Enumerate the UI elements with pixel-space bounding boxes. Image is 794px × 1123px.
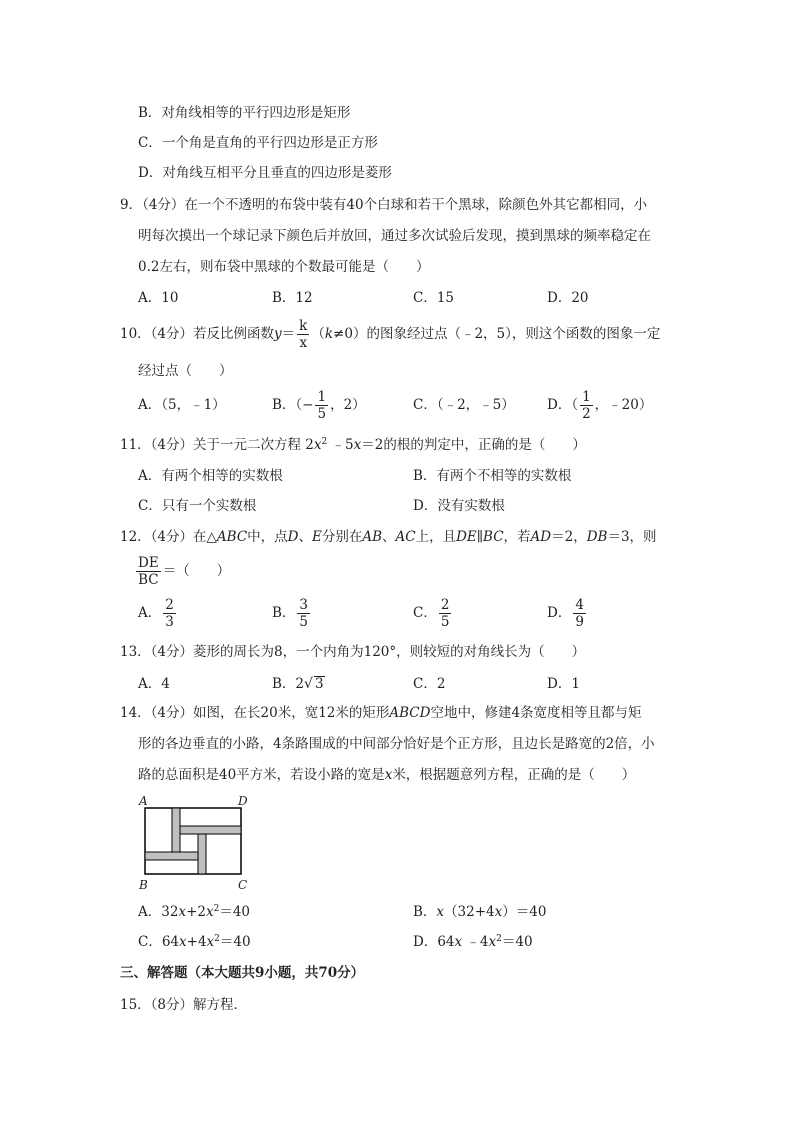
q10-d-post: ，﹣20） [594,397,653,414]
q14-a-x2: x [205,904,214,920]
figure-road-top-horizontal [180,826,241,834]
q12-p2: 中，点 [247,529,288,545]
q12-fraction [136,556,161,587]
q10-option-b [272,390,366,421]
q12-ab: AB [362,529,383,545]
q13-option-a: A．4 [138,676,170,692]
q9-option-a: A．10 [138,290,179,306]
q10-frac-num: k [299,318,308,334]
q14-a-post: ＝40 [219,904,251,920]
q12-p6: 上，且 [415,529,457,545]
q14-d-mid: ﹣4 [462,934,489,950]
radical-sign-icon: √ [304,676,313,692]
q12-b-label: B． [272,605,296,622]
q14-l3-b: 米，根据题意列方程，正确的是（ ） [392,767,636,783]
q14-b-pre: B． [413,904,437,920]
q14-d-pre: D．64 [413,934,455,950]
q14-d-post: ＝40 [501,934,533,950]
q10-b-num: 1 [317,389,327,405]
q10-b-post: ，2） [330,397,366,414]
q12-b-fraction [297,598,310,629]
q14-d-x2: x [488,934,497,950]
q9-stem-line3: 0.2左右，则布袋中黑球的个数最可能是（ ） [138,259,430,275]
q12-ac: AC [395,529,416,545]
q14-stem-line2: 形的各边垂直的小路，4条路围成的中间部分恰好是个正方形，且边长是路宽的2倍，小 [138,736,655,752]
q12-db: DB [586,529,608,545]
q12-d-fraction [573,598,586,629]
q14-option-a [138,906,250,920]
q14-stem-line1 [120,707,642,721]
q11-option-b: B．有两个不相等的实数根 [413,468,572,484]
q14-d-exp: 2 [496,934,502,944]
q14-d-x: x [454,934,463,950]
q12-frac-num: DE [138,555,159,571]
q12-option-a [138,598,178,629]
q12-stem-line1 [120,531,657,545]
q12-option-c [413,598,453,629]
q12-c-den: 5 [440,614,450,631]
q13-option-b [272,676,325,692]
q12-b-den: 5 [299,614,309,631]
q10-option-c: C．（﹣2，﹣5） [413,397,515,413]
figure-road-bottom-horizontal [145,852,206,860]
q10-d-pre: D．（ [547,397,579,414]
q14-stem-line3 [138,769,635,783]
q8-option-c: C．一个角是直角的平行四边形是正方形 [138,135,378,151]
q12-a-fraction [163,598,176,629]
q10-b-sign: − [302,397,314,414]
q13-option-c: C．2 [413,676,446,692]
q14-l3-a: 路的总面积是40平方米，若设小路的宽是 [138,767,385,783]
q9-stem-line2: 明每次摸出一个球记录下颜色后并放回，通过多次试验后发现，摸到黑球的频率稳定在 [138,228,651,244]
q9-stem-line1: 9．（4分）在一个不透明的布袋中装有40个白球和若干个黑球，除颜色外其它都相同，小 [120,197,648,213]
q14-c-pre: C．64 [138,934,180,950]
q12-frac-den: BC [138,572,159,589]
q10-frac-den: x [299,335,308,352]
q10-eq: ＝ [281,326,296,343]
q14-a-x: x [178,904,187,920]
q12-a-label: A． [138,605,162,622]
q11-option-c: C．只有一个实数根 [138,498,257,514]
q10-fraction [297,319,309,350]
q12-option-b [272,598,312,629]
q14-c-exp: 2 [214,934,220,944]
q10-option-a: A．（5，﹣1） [138,397,226,413]
q10-pre: 10．（4分）若反比例函数 [120,326,275,343]
q13-stem: 13．（4分）菱形的周长为8，一个内角为120°，则较短的对角线长为（ ） [120,644,586,660]
q12-b-num: 3 [299,597,309,613]
q12-stem-line2 [136,556,230,587]
figure-label-d: D [238,794,248,808]
q10-d-fraction [580,390,593,421]
q14-c-post: ＝40 [219,934,251,950]
q14-b-post: ）＝40 [502,904,547,920]
q13-option-d: D．1 [547,676,580,692]
q10-cond-rest: ≠0）的图象经过点（﹣2，5），则这个函数的图象一定 [333,326,661,343]
figure-road-left-vertical [172,808,180,852]
q10-d-num: 1 [582,389,591,405]
q14-l1-a: 14．（4分）如图，在长20米，宽12米的矩形 [120,705,390,721]
q11-x: x [313,437,322,453]
q10-cond-open: （ [311,326,325,343]
q13-b-pre: B．2 [272,676,305,692]
figure-road-right-vertical [198,834,206,874]
q9-option-b: B．12 [272,290,313,306]
q14-figure [134,793,254,895]
section-3-heading: 三、解答题（本大题共9小题，共70分） [120,965,365,981]
q14-l1-b: 空地中，修建4条宽度相等且都与矩 [430,705,642,721]
q12-c-num: 2 [440,597,450,613]
q12-debc: DE∥BC [456,529,504,545]
q10-b-pre: B．（ [272,397,303,414]
figure-label-a: A [139,794,148,808]
q12-e: E [311,529,322,545]
q12-c-fraction [439,598,452,629]
q15-stem: 15．（8分）解方程． [120,997,248,1013]
q10-b-den: 5 [317,406,327,423]
q12-a-den: 3 [165,614,174,631]
q11-post: ＝2的根的判定中，正确的是（ ） [361,437,586,453]
q12-tail: ＝（ ） [162,563,231,580]
q11-stem [120,439,586,453]
q12-p5: 、 [382,529,396,545]
q14-b-x: x [436,904,445,920]
q12-p3: 、 [298,529,312,545]
q12-p7: ，若 [503,529,531,545]
q11-option-d: D．没有实数根 [413,498,505,514]
q10-stem-line2: 经过点（ ） [138,363,233,379]
q9-option-d: D．20 [547,290,589,306]
q14-c-x: x [179,934,187,950]
q12-d: D [287,529,299,545]
q12-p9: ＝3，则 [607,529,657,545]
q14-c-x2: x [206,934,215,950]
q10-b-fraction [315,390,328,421]
figure-label-b: B [139,878,148,892]
q12-p1: 12．（4分）在△ [120,529,217,545]
q12-ad: AD [530,529,552,545]
q12-d-num: 4 [575,597,584,613]
q10-option-d [547,390,652,421]
q11-option-a: A．有两个相等的实数根 [138,468,283,484]
q10-d-den: 2 [582,406,591,423]
q8-option-d: D．对角线互相平分且垂直的四边形是菱形 [138,165,392,181]
q14-b-x2: x [494,904,503,920]
q14-option-d [413,936,533,950]
q9-option-c: C．15 [413,290,455,306]
q14-a-mid: +2 [186,904,206,920]
q14-c-mid: +4 [186,934,207,950]
q12-a-num: 2 [165,597,174,613]
q12-d-label: D． [547,605,572,622]
q14-option-c [138,936,251,950]
q14-l3-x: x [384,767,393,783]
q14-b-mid: （32+4 [444,904,495,920]
q12-c-label: C． [413,605,437,622]
q14-a-pre: A．32 [138,904,179,920]
q12-p8: ＝2， [551,529,587,545]
q11-mid: ﹣5 [327,437,354,453]
q13-b-radicand: 3 [314,676,324,692]
q11-pre: 11．（4分）关于一元二次方程 2 [120,437,314,453]
q11-x2: x [353,437,362,453]
q12-abc: ABC [216,529,248,545]
q14-a-exp: 2 [213,904,220,914]
q10-cond-k: k [324,326,334,343]
figure-label-c: C [238,878,248,892]
figure-outer-rect [145,808,241,874]
q12-p4: 分别在 [321,529,363,545]
q14-option-b [413,906,546,920]
q10-stem-line1 [120,319,660,350]
q14-l1-abcd: ABCD [389,705,431,721]
q12-d-den: 9 [575,614,584,631]
q12-option-d [547,598,588,629]
q11-exponent: 2 [321,437,328,447]
q8-option-b: B．对角线相等的平行四边形是矩形 [138,105,351,121]
q10-y: y [274,326,282,343]
